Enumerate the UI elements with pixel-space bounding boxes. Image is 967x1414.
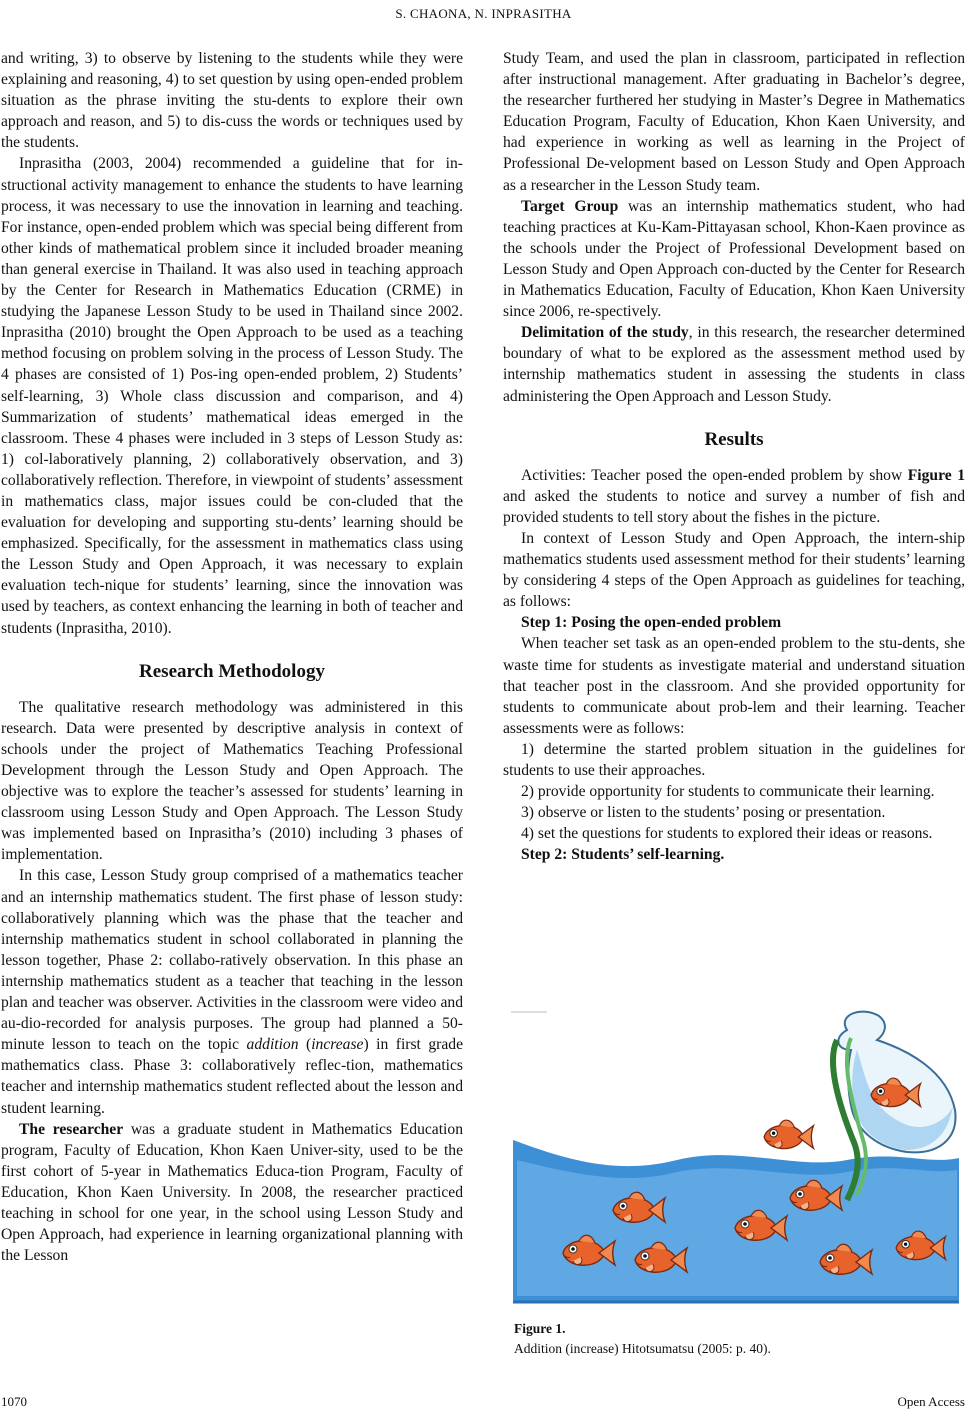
paragraph: In this case, Lesson Study group comprised of a mathematics teacher and an internship mathematics student. The first phase of lesson study: collaboratively planning which was the phase that the teacher and internship mathematics student in school collaborated in planning the lesson together, Phase 2: collabo-ratively observation. In this phase an internship mathematics student as a teacher that teaching in the lesson plan and teacher was observer. Activities in the classroom were video and au-dio-recorded for analysis purposes. The group had planned a 50-minute lesson to teach on the topic addition (increase) in first grade mathematics class. Phase 3: collaboratively reflec-tion, mathematics teacher and internship mathematics student reflected about the lesson and student learning. (1, 867, 463, 1117)
paragraph: The researcher was a graduate student in Mathematics Education program, Faculty of Education, Khon Kaen Univer-sity, used to be the first cohort of 5-year in Mathematics Educa-tion Program, Faculty of Education, Khon Kaen University. In 2008, the researcher practiced teaching in school for one year, in the school using Lesson Study and Open Approach, had experience in learning organizational planning with the Lesson (1, 1120, 463, 1265)
step-heading: Step 2: Students’ self-learning. (521, 846, 725, 864)
right-column (503, 48, 965, 865)
figure-caption-text: Addition (increase) Hitotsumatsu (2005: p. 40). (514, 1341, 771, 1356)
left-column (1, 48, 463, 1266)
section-heading-results: Results (704, 428, 764, 450)
page-number: 1070 (1, 1394, 27, 1409)
paragraph: Target Group was an internship mathematics student, who had teaching practices at Ku-Kam-Pittayasan school, Khon-Kaen province as the schools under the Project of Professional Development based on Lesson Study and Open Approach con-ducted by the Center for Research in Mathematics Education, Faculty of Education, Khon Kaen University since 2006, re-spectively. (503, 197, 965, 321)
running-head: S. CHAONA, N. INPRASITHA (395, 6, 572, 21)
paragraph: Inprasitha (2003, 2004) recommended a guideline that for in-structional activity management to enhance the students to have learning process, it was necessary to use the innovation in learning and teaching. For instance, open-ended problem which was special being different from other kinds of mathematical problem since it included broader meaning than general exercise in Thailand. It was also used in teaching approach by the Center for Research in Mathematics Education (CRME) in studying the Japanese Lesson Study to be used in Thailand since 2002. Inprasitha (2010) brought the Open Approach to be used as a teaching method focusing on problem solving in the process of Lesson Study. The 4 phases are consisted of 1) Pos-ing open-ended problem, 2) Students’ self-learning, 3) Whole class discussion and comparison, and 4) Summarization of students’ mathematical ideas emerged in the classroom. These 4 phases were included in 3 steps of Lesson Study as: 1) col-laboratively planning, 2) collaboratively observation, and 3) collaboratively reflection. Therefore, in viewpoint of students’ assessment in mathematics class, major issues could be con-cluded that the evaluation for developing and supporting stu-dents’ learning should be emphasized. Specifically, for the assessment in mathematics class using the Lesson Study and Open Approach, it was necessary to explain evaluation tech-nique for students’ learning, since the innovation was used by teachers, as context enhancing the learning in both of teacher and students (Inprasitha, 2010). (1, 155, 463, 637)
paragraph: The qualitative research methodology was administered in this research. Data were presented by descriptive analysis in context of schools under the project of Mathematics Teaching Professional Development through the Lesson Study and Open Approach. The objective was to explore the teacher’s assessed for students’ learning in classroom using Lesson Study and Open Approach. The Lesson Study was implemented based on Inprasitha’s (2010) including 3 phases of implementation. (1, 698, 463, 864)
figure-caption (514, 1319, 771, 1359)
list-item: 1) determine the started problem situation in the guidelines for students to use their approaches. (503, 740, 965, 779)
figure-label: Figure 1. (514, 1321, 566, 1336)
list-item: 3) observe or listen to the students’ posing or presentation. (521, 804, 886, 822)
paragraph: and writing, 3) to observe by listening to the students while they were explaining and reasoning, 4) to set question by using open-ended problem situation as the phrase inviting the stu-dents to explore their own approach and reason, and 5) to dis-cuss the words or techniques used by the students. (1, 50, 463, 152)
journal-footer: Open Access (897, 1394, 965, 1409)
fish-tank-illustration (507, 1010, 965, 1316)
section-heading-research-methodology: Research Methodology (139, 660, 325, 682)
step-heading: Step 1: Posing the open-ended problem (521, 614, 782, 632)
list-item: 4) set the questions for students to explored their ideas or reasons. (521, 825, 933, 843)
paragraph: Delimitation of the study, in this research, the researcher determined boundary of what to be explored as the assessment method used by internship mathematics student in assessing the students in class administering the Open Approach and Lesson Study. (503, 324, 966, 405)
figure-fish-tank (507, 1010, 965, 1316)
paragraph: In context of Lesson Study and Open Approach, the intern-ship mathematics students used assessment method for their students’ learning by considering 4 steps of the Open Approach as guidelines for teaching, as follows: (503, 529, 965, 611)
paragraph: When teacher set task as an open-ended problem to the stu-dents, she waste time for students as investigate material and understand situation that teacher post in the classroom. And she provided opportunity for students to communicate about prob-lem and their learning. Teacher assessments were as follows: (503, 635, 965, 737)
list-item: 2) provide opportunity for students to communicate their learning. (521, 783, 935, 801)
paragraph: Study Team, and used the plan in classroom, participated in reflection after instructional management. After graduating in Bachelor’s degree, the researcher furthered her studying in Master’s Degree in Mathematics Education Program, Faculty of Education, Khon Kaen University, and had experience in working as well as learning in the Project of Professional De-velopment based on Lesson Study and Open Approach as a researcher in the Lesson Study team. (503, 50, 965, 194)
paragraph: Activities: Teacher posed the open-ended problem by show Figure 1 and asked the students to notice and survey a number of fish and provided students to tell story about the fishes in the picture. (503, 466, 965, 526)
